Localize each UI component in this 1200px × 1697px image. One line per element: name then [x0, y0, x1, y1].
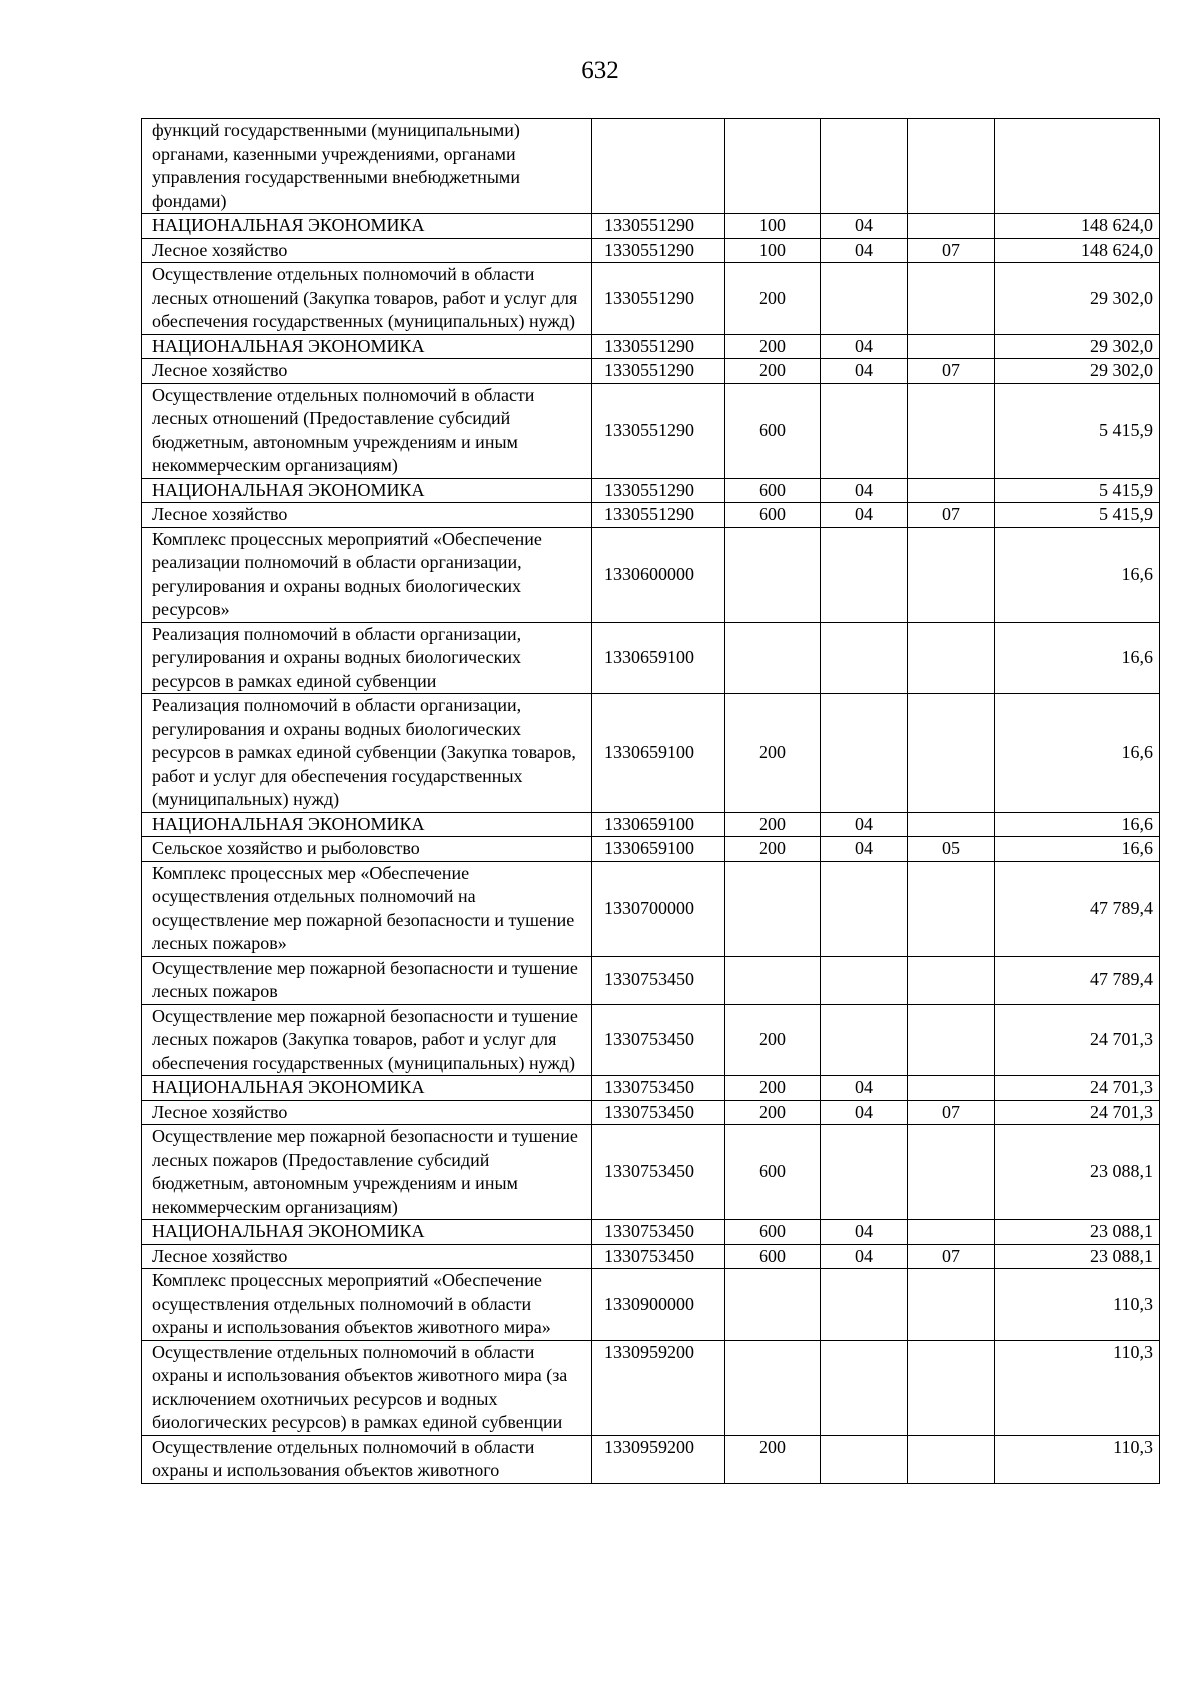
section-code [821, 956, 908, 1004]
expense-type-code: 200 [725, 1004, 821, 1076]
table-row [142, 1220, 1160, 1245]
expense-type-code: 200 [725, 837, 821, 862]
item-name: НАЦИОНАЛЬНАЯ ЭКОНОМИКА [142, 478, 592, 503]
item-name: Комплекс процессных мероприятий «Обеспечение осуществления отдельных полномочий в области охраны и использования объектов животного мира» [142, 1269, 592, 1341]
item-name: Реализация полномочий в области организации, регулирования и охраны водных биологических ресурсов в рамках единой субвенции [142, 622, 592, 694]
section-code [821, 694, 908, 813]
target-article-code [592, 119, 725, 214]
target-article-code: 1330753450 [592, 1100, 725, 1125]
expense-type-code: 200 [725, 263, 821, 335]
amount: 47 789,4 [995, 956, 1160, 1004]
table-row [142, 478, 1160, 503]
amount: 16,6 [995, 812, 1160, 837]
item-name: НАЦИОНАЛЬНАЯ ЭКОНОМИКА [142, 812, 592, 837]
expense-type-code: 600 [725, 1220, 821, 1245]
table-row [142, 1340, 1160, 1435]
table-row [142, 837, 1160, 862]
table-row [142, 812, 1160, 837]
section-code [821, 1435, 908, 1483]
target-article-code: 1330551290 [592, 238, 725, 263]
subsection-code [908, 1076, 995, 1101]
table-row [142, 238, 1160, 263]
item-name: Осуществление отдельных полномочий в области лесных отношений (Предоставление субсидий бюджетным, автономным учреждениям и иным некоммерческим организациям) [142, 383, 592, 478]
section-code: 04 [821, 334, 908, 359]
target-article-code: 1330753450 [592, 956, 725, 1004]
subsection-code [908, 1004, 995, 1076]
subsection-code [908, 1269, 995, 1341]
amount: 5 415,9 [995, 503, 1160, 528]
budget-table [141, 118, 1160, 1484]
subsection-code [908, 861, 995, 956]
item-name: Осуществление мер пожарной безопасности и тушение лесных пожаров (Предоставление субсидий бюджетным, автономным учреждениям и иным некоммерческим организациям) [142, 1125, 592, 1220]
amount: 110,3 [995, 1340, 1160, 1435]
table-row [142, 334, 1160, 359]
section-code: 04 [821, 1076, 908, 1101]
subsection-code [908, 383, 995, 478]
target-article-code: 1330551290 [592, 214, 725, 239]
subsection-code: 07 [908, 359, 995, 384]
target-article-code: 1330753450 [592, 1004, 725, 1076]
target-article-code: 1330659100 [592, 622, 725, 694]
table-row [142, 214, 1160, 239]
section-code [821, 263, 908, 335]
section-code [821, 1340, 908, 1435]
target-article-code: 1330551290 [592, 503, 725, 528]
item-name: Осуществление отдельных полномочий в области лесных отношений (Закупка товаров, работ и услуг для обеспечения государственных (муниципальных) нужд) [142, 263, 592, 335]
item-name: НАЦИОНАЛЬНАЯ ЭКОНОМИКА [142, 214, 592, 239]
amount: 16,6 [995, 622, 1160, 694]
section-code [821, 383, 908, 478]
amount: 16,6 [995, 527, 1160, 622]
amount: 24 701,3 [995, 1100, 1160, 1125]
expense-type-code: 200 [725, 1076, 821, 1101]
expense-type-code: 200 [725, 812, 821, 837]
amount: 16,6 [995, 694, 1160, 813]
amount [995, 119, 1160, 214]
target-article-code: 1330659100 [592, 837, 725, 862]
expense-type-code: 600 [725, 383, 821, 478]
section-code: 04 [821, 478, 908, 503]
table-row [142, 1004, 1160, 1076]
table-row [142, 1076, 1160, 1101]
item-name: Лесное хозяйство [142, 503, 592, 528]
expense-type-code [725, 119, 821, 214]
amount: 29 302,0 [995, 359, 1160, 384]
target-article-code: 1330959200 [592, 1435, 725, 1483]
target-article-code: 1330753450 [592, 1076, 725, 1101]
item-name: НАЦИОНАЛЬНАЯ ЭКОНОМИКА [142, 334, 592, 359]
table-row [142, 359, 1160, 384]
amount: 148 624,0 [995, 214, 1160, 239]
subsection-code [908, 694, 995, 813]
amount: 29 302,0 [995, 334, 1160, 359]
target-article-code: 1330659100 [592, 812, 725, 837]
section-code [821, 861, 908, 956]
subsection-code: 07 [908, 1100, 995, 1125]
section-code: 04 [821, 503, 908, 528]
amount: 5 415,9 [995, 383, 1160, 478]
table-row [142, 119, 1160, 214]
amount: 110,3 [995, 1435, 1160, 1483]
section-code: 04 [821, 359, 908, 384]
expense-type-code: 200 [725, 1100, 821, 1125]
table-row [142, 383, 1160, 478]
amount: 47 789,4 [995, 861, 1160, 956]
item-name: Лесное хозяйство [142, 238, 592, 263]
section-code [821, 1004, 908, 1076]
table-row [142, 503, 1160, 528]
expense-type-code: 200 [725, 359, 821, 384]
subsection-code [908, 527, 995, 622]
section-code [821, 1269, 908, 1341]
section-code: 04 [821, 1100, 908, 1125]
section-code: 04 [821, 812, 908, 837]
expense-type-code: 600 [725, 1244, 821, 1269]
amount: 24 701,3 [995, 1004, 1160, 1076]
target-article-code: 1330900000 [592, 1269, 725, 1341]
section-code [821, 1125, 908, 1220]
section-code [821, 119, 908, 214]
target-article-code: 1330959200 [592, 1340, 725, 1435]
target-article-code: 1330600000 [592, 527, 725, 622]
expense-type-code [725, 1269, 821, 1341]
subsection-code [908, 119, 995, 214]
section-code: 04 [821, 837, 908, 862]
expense-type-code: 600 [725, 1125, 821, 1220]
subsection-code [908, 1340, 995, 1435]
amount: 110,3 [995, 1269, 1160, 1341]
table-row [142, 861, 1160, 956]
item-name: Комплекс процессных мер «Обеспечение осуществления отдельных полномочий на осуществление мер пожарной безопасности и тушение лесных пожаров» [142, 861, 592, 956]
amount: 23 088,1 [995, 1244, 1160, 1269]
target-article-code: 1330753450 [592, 1125, 725, 1220]
subsection-code [908, 1435, 995, 1483]
target-article-code: 1330551290 [592, 383, 725, 478]
subsection-code [908, 214, 995, 239]
subsection-code: 05 [908, 837, 995, 862]
expense-type-code: 100 [725, 238, 821, 263]
amount: 16,6 [995, 837, 1160, 862]
subsection-code [908, 478, 995, 503]
table-row [142, 263, 1160, 335]
subsection-code [908, 263, 995, 335]
item-name: НАЦИОНАЛЬНАЯ ЭКОНОМИКА [142, 1076, 592, 1101]
expense-type-code [725, 622, 821, 694]
table-row [142, 527, 1160, 622]
subsection-code [908, 334, 995, 359]
table-row [142, 1269, 1160, 1341]
target-article-code: 1330700000 [592, 861, 725, 956]
amount: 5 415,9 [995, 478, 1160, 503]
amount: 23 088,1 [995, 1220, 1160, 1245]
section-code [821, 527, 908, 622]
subsection-code [908, 956, 995, 1004]
expense-type-code [725, 956, 821, 1004]
expense-type-code: 600 [725, 478, 821, 503]
amount: 29 302,0 [995, 263, 1160, 335]
item-name: НАЦИОНАЛЬНАЯ ЭКОНОМИКА [142, 1220, 592, 1245]
subsection-code [908, 812, 995, 837]
expense-type-code: 100 [725, 214, 821, 239]
expense-type-code [725, 1340, 821, 1435]
table-row [142, 956, 1160, 1004]
item-name: Реализация полномочий в области организации, регулирования и охраны водных биологических ресурсов в рамках единой субвенции (Закупка товаров, работ и услуг для обеспечения государственных (муниципальных) нужд) [142, 694, 592, 813]
section-code [821, 622, 908, 694]
subsection-code [908, 622, 995, 694]
expense-type-code: 200 [725, 1435, 821, 1483]
subsection-code: 07 [908, 1244, 995, 1269]
item-name: Сельское хозяйство и рыболовство [142, 837, 592, 862]
subsection-code: 07 [908, 503, 995, 528]
expense-type-code: 200 [725, 334, 821, 359]
expense-type-code [725, 861, 821, 956]
table-row [142, 1100, 1160, 1125]
section-code: 04 [821, 238, 908, 263]
section-code: 04 [821, 214, 908, 239]
item-name: Осуществление мер пожарной безопасности и тушение лесных пожаров (Закупка товаров, работ и услуг для обеспечения государственных (муниципальных) нужд) [142, 1004, 592, 1076]
target-article-code: 1330753450 [592, 1244, 725, 1269]
subsection-code [908, 1125, 995, 1220]
target-article-code: 1330659100 [592, 694, 725, 813]
amount: 23 088,1 [995, 1125, 1160, 1220]
item-name: Осуществление отдельных полномочий в области охраны и использования объектов животного мира (за исключением охотничьих ресурсов и водных биологических ресурсов) в рамках единой субвенции [142, 1340, 592, 1435]
item-name: Лесное хозяйство [142, 1244, 592, 1269]
table-row [142, 1244, 1160, 1269]
page-number: 632 [581, 57, 619, 84]
item-name: функций государственными (муниципальными) органами, казенными учреждениями, органами управления государственными внебюджетными фондами) [142, 119, 592, 214]
subsection-code [908, 1220, 995, 1245]
table-row [142, 1125, 1160, 1220]
item-name: Лесное хозяйство [142, 1100, 592, 1125]
expense-type-code: 200 [725, 694, 821, 813]
table-row [142, 622, 1160, 694]
item-name: Лесное хозяйство [142, 359, 592, 384]
target-article-code: 1330753450 [592, 1220, 725, 1245]
table-row [142, 1435, 1160, 1483]
item-name: Осуществление отдельных полномочий в области охраны и использования объектов животного [142, 1435, 592, 1483]
amount: 148 624,0 [995, 238, 1160, 263]
target-article-code: 1330551290 [592, 478, 725, 503]
amount: 24 701,3 [995, 1076, 1160, 1101]
section-code: 04 [821, 1244, 908, 1269]
table-row [142, 694, 1160, 813]
item-name: Комплекс процессных мероприятий «Обеспечение реализации полномочий в области организации, регулирования и охраны водных биологических ресурсов» [142, 527, 592, 622]
subsection-code: 07 [908, 238, 995, 263]
expense-type-code: 600 [725, 503, 821, 528]
item-name: Осуществление мер пожарной безопасности и тушение лесных пожаров [142, 956, 592, 1004]
target-article-code: 1330551290 [592, 334, 725, 359]
target-article-code: 1330551290 [592, 263, 725, 335]
target-article-code: 1330551290 [592, 359, 725, 384]
section-code: 04 [821, 1220, 908, 1245]
expense-type-code [725, 527, 821, 622]
